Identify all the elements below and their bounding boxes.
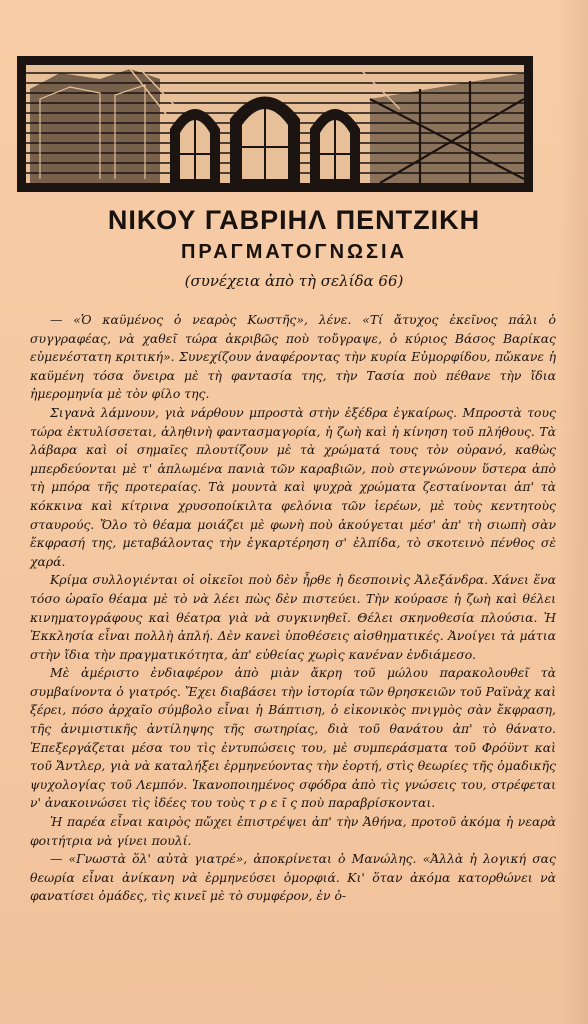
work-title: ΠΡΑΓΜΑΤΟΓΝΩΣΙΑ	[180, 241, 408, 263]
continuation-note: (συνέχεια ἀπὸ τὴ σελίδα 66)	[184, 272, 404, 290]
page-edge-shadow	[558, 0, 588, 1024]
paragraph: Κρίμα συλλογιένται οἱ οἰκεῖοι ποὺ δὲν ἦρθε ἡ δεσποινὶς Ἀλεξάνδρα. Χάνει ἕνα τόσο ὡραῖο θέαμα μὲ τὸ νὰ λέει πὼς δὲν πιστεύει. Τὴν κούρασε ἡ ζωὴ καὶ θέλει κινηματογράφους καὶ θέατρα γιὰ νὰ συγκινηθεῖ. Θέλει σκηνοθεσία πλούσια. Ἡ Ἐκκλησία εἶναι πολλὴ ἀπλή. Δὲν κανεὶ ὑποθέσεις αἰσθηματικές. Ἀνοίγει τὰ μάτια στὴν ἴδια τὴν πραγματικότητα, ἀπ' εὐθείας χωρὶς κανέναν ἐνδιάμεσο.	[30, 572, 556, 662]
paragraph: Μὲ ἀμέριστο ἐνδιαφέρον ἀπὸ μιὰν ἄκρη τοῦ μώλου παρακολουθεῖ τὰ συμβαίνοντα ὁ γιατρός. Ἔχει διαβάσει τὴν ἱστορία τῶν θρησκειῶν τοῦ Ραϊνὰχ καὶ ξέρει, πόσο ἀρχαῖο σύμβολο εἶναι ἡ Βάπτιση, ὁ εἰκονικὸς πνιγμὸς σὰν ἔκφραση, τῆς ἀνιμιστικῆς ἀντίληψης τῆς σωτηρίας, διὰ τοῦ θανάτου ἀπ' τὸ θάνατο. Ἐπεξεργάζεται μέσα του τὶς ἐντυπώσεις του, μὲ συμπεράσματα τοῦ Φρόϋντ καὶ τοῦ Ἄντλερ, γιὰ νὰ καταλήξει ἑρμηνεύοντας τὴν ἑορτή, στὶς θεωρίες τῆς ὁμαδικῆς ψυχολογίας τοῦ Λεμπόν. Ἱκανοποιημένος σφόδρα ἀπὸ τὶς γνώσεις του, στρέφεται ν' ἀνακοινώσει τὶς ἰδέες του τοὺς τ ρ ε ῖ ς ποὺ παραβρίσκονται.	[30, 665, 556, 811]
paragraph: — «Ὁ καϋμένος ὁ νεαρὸς Κωστῆς», λένε. «Τί ἄτυχος ἐκεῖνος πάλι ὁ συγγραφέας, νὰ χαθεῖ τώρα ἀκριβῶς ποὺ τοὔγραψε, ὁ κύριος Βάσος Βαρίκας εὐμενέστατη κριτική». Συνεχίζουν ἀναφέροντας τὴν κυρία Εὐμορφίδου, πὤκανε ἡ καϋμένη τόσα ὄνειρα μὲ τὴ φαντασία της, τὴν Τασία ποὺ πέθανε τὴν ἴδια ἡμερομηνία μὲ τὸν φίλο της.	[30, 312, 556, 402]
paragraph: — «Γνωστὰ ὅλ' αὐτὰ γιατρέ», ἀποκρίνεται ὁ Μανώλης. «Ἀλλὰ ἡ λογική σας θεωρία εἶναι ἀνίκανη νὰ ἑρμηνεύσει ὁμορφιά. Κι' ὅταν ἀκόμα κατορθώνει νὰ φανατίσει ὁμάδες, τὶς κινεῖ μὲ τὸ συμφέρον, ἐν ὀ-	[30, 851, 556, 904]
paragraph: Ἡ παρέα εἶναι καιρὸς πὤχει ἐπιστρέψει ἀπ' τὴν Ἀθήνα, προτοῦ ἀκόμα ἡ νεαρὰ φοιτήτρια νὰ γίνει πουλί.	[30, 814, 556, 848]
paragraph: Σιγανὰ λάμνουν, γιὰ νάρθουν μπροστὰ στὴν ἐξέδρα ἐγκαίρως. Μπροστὰ τους τώρα ἐκτυλίσσεται, ἀληθινὴ φαντασμαγορία, ἡ ζωὴ καὶ ἡ κίνηση τοῦ πλήθους. Τὰ λάβαρα καὶ οἱ σημαῖες πλουτίζουν μὲ τὰ χρώματά τους τὸν οὐρανό, καθὼς μπερδεύονται μὲ τ' ἁπλωμένα πανιὰ τῶν καραβιῶν, ποὺ στεγνώνουν ὕστερα ἀπὸ τὴ μπόρα τῆς προτεραίας. Τὰ μουντὰ καὶ ψυχρὰ χρώματα ζεσταίνονται ἀπ' τὰ κόκκινα καὶ κίτρινα χρυσοποίκιλτα φελόνια τῶν ἱερέων, μὲ τοὺς κεντητοὺς σταυρούς. Ὅλο τὸ θέαμα μοιάζει μὲ φωνὴ ποὺ ἀκούγεται μέσ' ἀπ' τὴ σιωπὴ σὰν ἔκφρασή της, μεταβάλοντας τὴν ἐγκαρτέρηση σ' ἐλπίδα, τὸ σκοτεινὸ πένθος σὲ χαρά.	[30, 404, 556, 569]
author-heading: ΝΙΚΟΥ ΓΑΒΡΙΗΛ ΠΕΝΤΖΙΚΗ	[107, 205, 481, 235]
article-body	[30, 311, 556, 906]
woodcut-illustration	[17, 56, 533, 192]
